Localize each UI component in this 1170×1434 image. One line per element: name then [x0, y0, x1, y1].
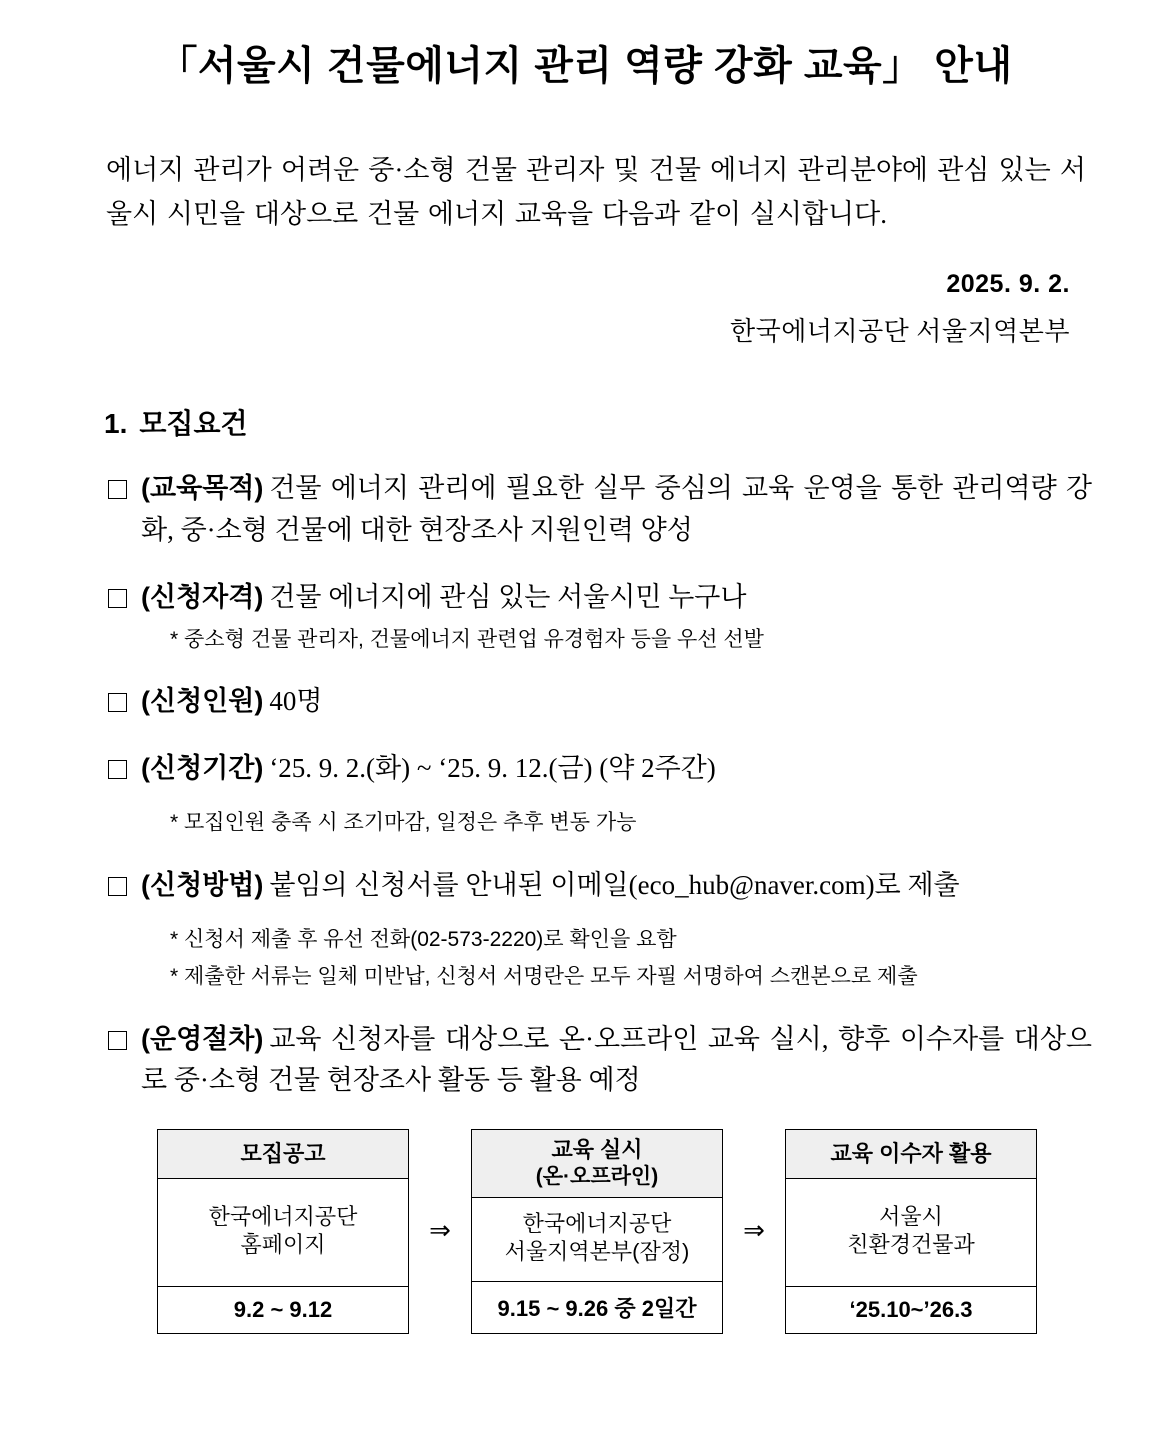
flow-step-2-period: 9.15 ~ 9.26 중 2일간	[472, 1281, 722, 1333]
section-title: 모집요건	[139, 408, 248, 440]
list-item-text: 붙임의 신청서를 안내된 이메일(eco_hub@naver.com)로 제출	[269, 869, 960, 900]
flow-step-2-subtitle: (온·오프라인)	[535, 1164, 659, 1188]
flow-step-1-body	[158, 1179, 408, 1286]
list-item	[78, 577, 1092, 618]
list-item-body	[141, 468, 1092, 550]
flow-step-1-header	[158, 1130, 408, 1179]
flow-step-1-period: 9.2 ~ 9.12	[158, 1286, 408, 1333]
arrow-right-icon: ⇒	[743, 1216, 765, 1247]
list-item-body	[141, 1019, 1092, 1101]
flow-step-1-line1: 한국에너지공단	[208, 1203, 358, 1229]
flow-step-3	[785, 1129, 1037, 1334]
list-item-note: * 모집인원 충족 시 조기마감, 일정은 추후 변동 가능	[170, 811, 637, 835]
flow-step-1-title: 모집공고	[240, 1140, 326, 1166]
list-item-text: 40명	[269, 686, 323, 717]
section-number: 1.	[104, 408, 128, 440]
flow-step-3-body	[786, 1179, 1036, 1286]
checkbox-icon	[108, 693, 127, 712]
list-item-label: (운영절차)	[141, 1023, 264, 1054]
arrow-right-icon: ⇒	[429, 1216, 451, 1247]
flow-step-3-title: 교육 이수자 활용	[830, 1140, 992, 1166]
list-item-label: (신청방법)	[141, 869, 264, 900]
flow-step-2	[471, 1129, 723, 1334]
flow-step-2-header	[472, 1130, 722, 1198]
list-item-text: 건물 에너지 관리에 필요한 실무 중심의 교육 운영을 통한 관리역량 강화, 중·소형 건물에 대한 현장조사 지원인력 양성	[141, 473, 1092, 545]
list-item-label: (신청자격)	[141, 581, 264, 612]
flow-step-3-period: ‘25.10~’26.3	[786, 1286, 1036, 1333]
flow-step-2-line2: 서울지역본부(잠정)	[504, 1239, 690, 1265]
process-flow-diagram	[78, 1129, 1092, 1334]
checkbox-icon	[108, 480, 127, 499]
list-item-text: 교육 신청자를 대상으로 온·오프라인 교육 실시, 향후 이수자를 대상으로 중·소형 건물 현장조사 활동 등 활용 예정	[141, 1023, 1092, 1095]
list-item-note: * 제출한 서류는 일체 미반납, 신청서 서명란은 모두 자필 서명하여 스캔본으로 제출	[170, 965, 918, 989]
list-item-body	[141, 681, 1092, 722]
signature-block	[78, 270, 1092, 348]
list-item	[78, 1019, 1092, 1101]
flow-step-3-line1: 서울시	[879, 1203, 943, 1229]
checkbox-icon	[108, 877, 127, 896]
list-item-label: (신청기간)	[141, 753, 264, 784]
flow-step-1-line2: 홈페이지	[240, 1232, 326, 1258]
list-item	[78, 865, 1092, 906]
requirement-list	[78, 468, 1092, 1100]
checkbox-icon	[108, 760, 127, 779]
list-item	[78, 748, 1092, 789]
flow-step-3-line2: 친환경건물과	[847, 1232, 975, 1258]
issuing-organization: 한국에너지공단 서울지역본부	[729, 317, 1070, 347]
flow-step-1	[157, 1129, 409, 1334]
list-item-body	[141, 577, 1092, 618]
page-title: 「서울시 건물에너지 관리 역량 강화 교육」 안내	[157, 44, 1013, 88]
checkbox-icon	[108, 589, 127, 608]
list-item-note: * 신청서 제출 후 유선 전화(02-573-2220)로 확인을 요함	[170, 927, 677, 951]
list-item	[78, 681, 1092, 722]
checkbox-icon	[108, 1031, 127, 1050]
document-date: 2025. 9. 2.	[946, 270, 1070, 299]
list-item-text: ‘25. 9. 2.(화) ~ ‘25. 9. 12.(금) (약 2주간)	[269, 753, 716, 784]
list-item-label: (교육목적)	[141, 473, 264, 504]
list-item	[78, 468, 1092, 550]
intro-paragraph: 에너지 관리가 어려운 중·소형 건물 관리자 및 건물 에너지 관리분야에 관심 있는 서울시 시민을 대상으로 건물 에너지 교육을 다음과 같이 실시합니다.	[106, 155, 1086, 229]
flow-step-2-line1: 한국에너지공단	[522, 1210, 672, 1236]
flow-step-2-body	[472, 1198, 722, 1281]
flow-step-3-header	[786, 1130, 1036, 1179]
list-item-body	[141, 748, 1092, 789]
section-heading	[104, 402, 1092, 442]
list-item-note: * 중소형 건물 관리자, 건물에너지 관련업 유경험자 등을 우선 선발	[170, 627, 764, 651]
list-item-body	[141, 865, 1092, 906]
list-item-label: (신청인원)	[141, 686, 264, 717]
flow-step-2-title: 교육 실시	[551, 1136, 643, 1162]
list-item-text: 건물 에너지에 관심 있는 서울시민 누구나	[269, 581, 747, 612]
